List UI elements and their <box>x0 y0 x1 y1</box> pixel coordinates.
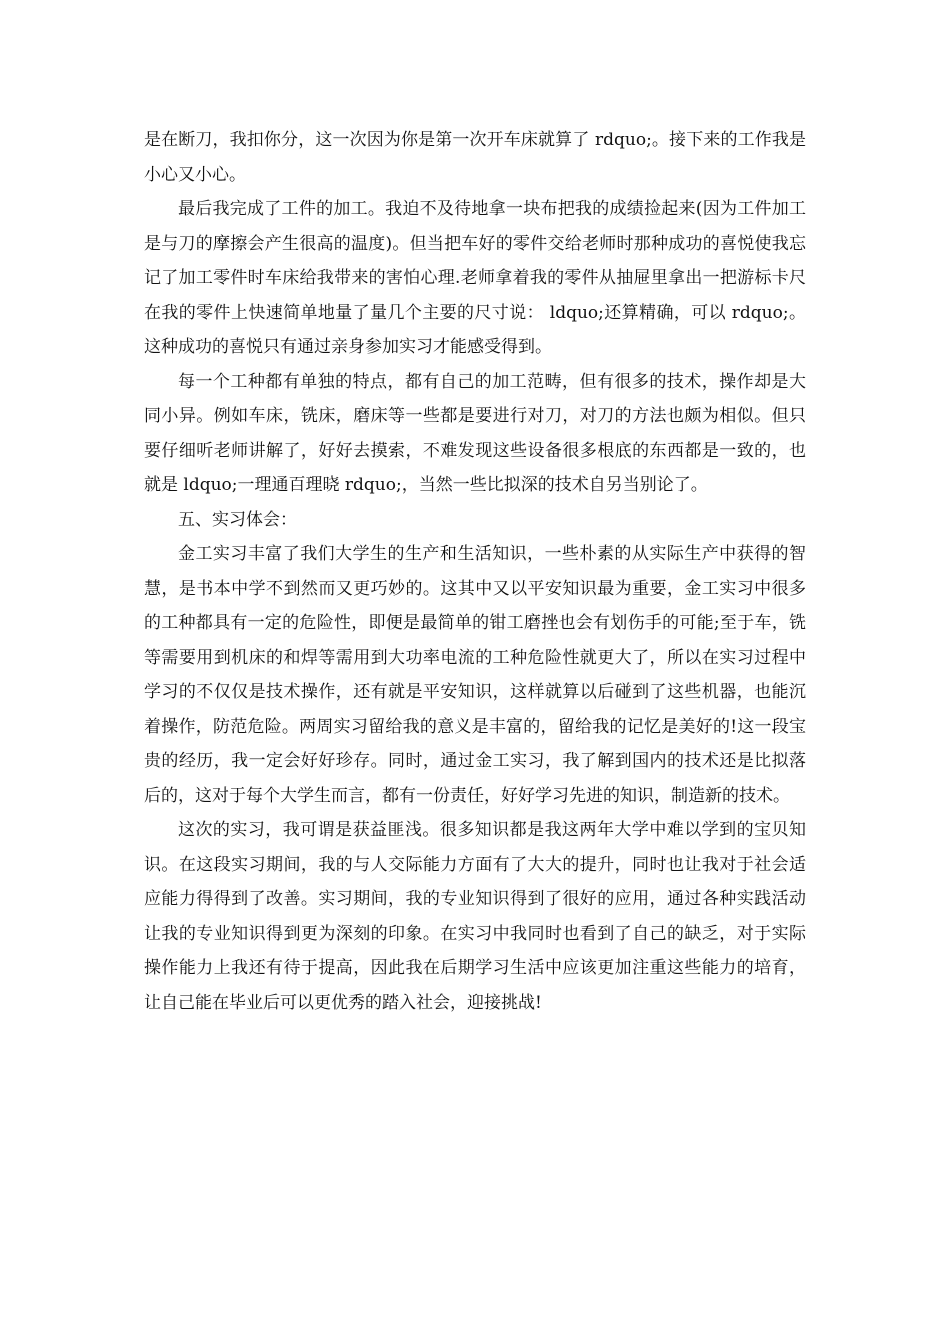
paragraph-work-types: 每一个工种都有单独的特点，都有自己的加工范畴，但有很多的技术，操作却是大同小异。例如车床，铣床，磨床等一些都是要进行对刀，对刀的方法也颇为相似。但只要仔细听老师讲解了，好好去摸索，不难发现这些设备很多根底的东西都是一致的，也就是 ldquo;一理通百理晓 rdquo;，当然一些比拟深的技术自另当别论了。 <box>144 371 806 495</box>
paragraph-metalworking-reflection: 金工实习丰富了我们大学生的生产和生活知识，一些朴素的从实际生产中获得的智慧，是书本中学不到然而又更巧妙的。这其中又以平安知识最为重要，金工实习中很多的工种都具有一定的危险性，即便是最简单的钳工磨挫也会有划伤手的可能;至于车，铣等需要用到机床的和焊等需用到大功率电流的工种危险性就更大了，所以在实习过程中学习的不仅仅是技术操作，还有就是平安知识，这样就算以后碰到了这些机器，也能沉着操作，防范危险。两周实习留给我的意义是丰富的，留给我的记忆是美好的!这一段宝贵的经历，我一定会好好珍存。同时，通过金工实习，我了解到国内的技术还是比拟落后的，这对于每个大学生而言，都有一份责任，好好学习先进的知识，制造新的技术。 <box>144 544 806 806</box>
paragraph-continuation: 是在断刀，我扣你分，这一次因为你是第一次开车床就算了 rdquo;。接下来的工作我是小心又小心。 <box>144 130 806 185</box>
paragraph-finishing-workpiece: 最后我完成了工件的加工。我迫不及待地拿一块布把我的成绩捡起来(因为工件加工是与刀的摩擦会产生很高的温度)。但当把车好的零件交给老师时那种成功的喜悦使我忘记了加工零件时车床给我带来的害怕心理.老师拿着我的零件从抽屉里拿出一把游标卡尺在我的零件上快速简单地量了量几个主要的尺寸说： ldquo;还算精确，可以 rdquo;。这种成功的喜悦只有通过亲身参加实习才能感受得到。 <box>144 199 806 357</box>
section-heading-internship-experience: 五、实习体会： <box>178 509 297 530</box>
document-page <box>144 123 806 1020</box>
paragraph-internship-gains: 这次的实习，我可谓是获益匪浅。很多知识都是我这两年大学中难以学到的宝贝知识。在这段实习期间，我的与人交际能力方面有了大大的提升，同时也让我对于社会适应能力得得到了改善。实习期间，我的专业知识得到了很好的应用，通过各种实践活动让我的专业知识得到更为深刻的印象。在实习中我同时也看到了自己的缺乏，对于实际操作能力上我还有待于提高，因此我在后期学习生活中应该更加注重这些能力的培育，让自己能在毕业后可以更优秀的踏入社会，迎接挑战! <box>144 820 806 1013</box>
